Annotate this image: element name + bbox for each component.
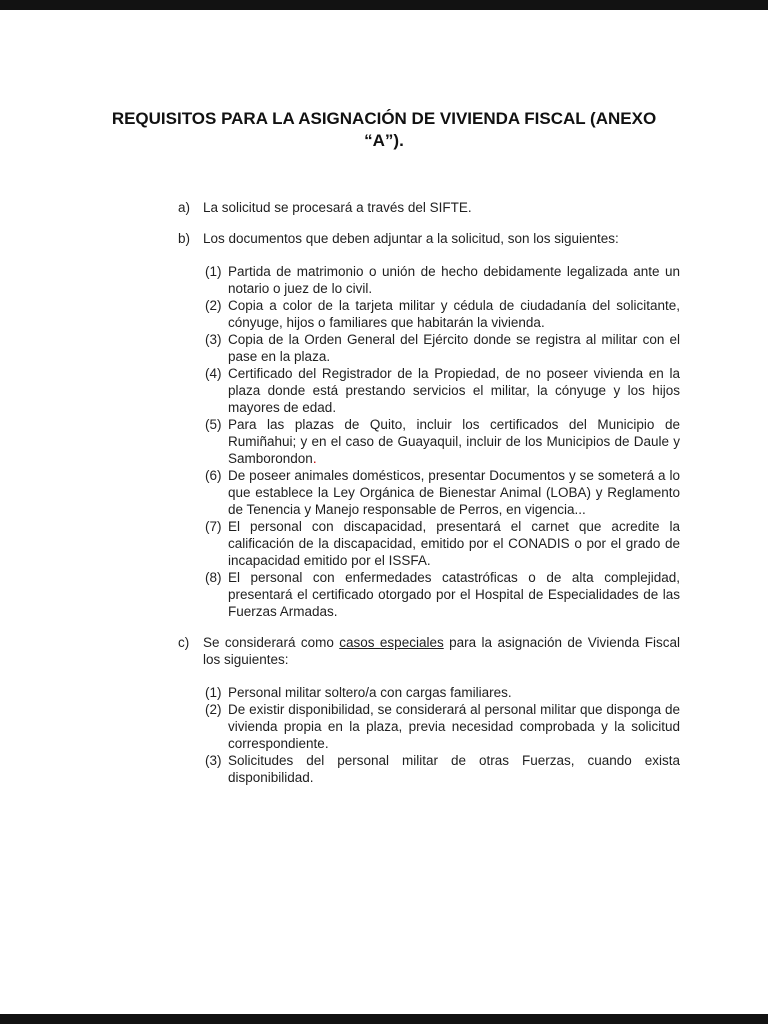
item-text: Partida de matrimonio o unión de hecho debidamente legalizada ante un notario o juez de lo civil. xyxy=(228,264,680,296)
item-label: (8) xyxy=(205,570,222,585)
list-item-c3 xyxy=(205,752,680,786)
section-a-text: La solicitud se procesará a través del SIFTE. xyxy=(203,200,472,215)
item-label: (2) xyxy=(205,702,222,717)
bottom-letterbox-bar xyxy=(0,1014,768,1024)
underlined-phrase: casos especiales xyxy=(339,635,444,650)
item-label: (1) xyxy=(205,264,222,279)
item-text: De existir disponibilidad, se considerará al personal militar que disponga de vivienda propia en la plaza, previa necesidad comprobada y la solicitud correspondiente. xyxy=(228,702,680,751)
item-text: El personal con discapacidad, presentará el carnet que acredite la calificación de la discapacidad, emitido por el CONADIS o por el grado de incapacidad emitido por el ISSFA. xyxy=(228,519,680,568)
section-c-label: c) xyxy=(178,635,190,650)
section-b-label: b) xyxy=(178,231,191,246)
list-item-b3 xyxy=(205,331,680,365)
item-label: (7) xyxy=(205,519,222,534)
item-label: (3) xyxy=(205,753,222,768)
item-label: (3) xyxy=(205,332,222,347)
page-title-line1: REQUISITOS PARA LA ASIGNACIÓN DE VIVIENDA FISCAL (ANEXO xyxy=(111,109,657,128)
section-b-text: Los documentos que deben adjuntar a la solicitud, son los siguientes: xyxy=(203,231,619,246)
list-item-b4 xyxy=(205,365,680,416)
list-item-b6 xyxy=(205,467,680,518)
list-item-b8 xyxy=(205,569,680,620)
red-period: . xyxy=(312,451,317,466)
item-label: (6) xyxy=(205,468,222,483)
list-item-b5 xyxy=(205,416,680,467)
item-text: De poseer animales domésticos, presentar Documentos y se someterá a lo que establece la Ley Orgánica de Bienestar Animal (LOBA) y Reglamento de Tenencia y Manejo responsable de Perros, en vigencia... xyxy=(228,468,680,517)
section-b xyxy=(178,230,680,247)
section-c-text-post: para la asignación de Vivienda Fiscal los siguientes: xyxy=(203,635,680,667)
list-item-b2 xyxy=(205,297,680,331)
section-c-text xyxy=(203,634,680,668)
item-text: Copia a color de la tarjeta militar y cédula de ciudadanía del solicitante, cónyuge, hijos o familiares que habitarán la vivienda. xyxy=(228,298,680,330)
item-text: El personal con enfermedades catastróficas o de alta complejidad, presentará el certificado otorgado por el Hospital de Especialidades de las Fuerzas Armadas. xyxy=(228,570,680,619)
section-a xyxy=(178,199,680,216)
list-item-c1 xyxy=(205,684,680,701)
list-item-b1 xyxy=(205,263,680,297)
list-item-c2 xyxy=(205,701,680,752)
item-text: Copia de la Orden General del Ejército donde se registra al militar con el pase en la plaza. xyxy=(228,332,680,364)
item-label: (1) xyxy=(205,685,222,700)
item-text-main: Para las plazas de Quito, incluir los certificados del Municipio de Rumiñahui; y en el caso de Guayaquil, incluir de los Municipios de Daule y Samborondon xyxy=(228,417,680,466)
section-c-text-pre: Se considerará como xyxy=(203,635,340,650)
item-label: (4) xyxy=(205,366,222,381)
page-title xyxy=(84,108,684,152)
item-text: Personal militar soltero/a con cargas familiares. xyxy=(228,685,512,700)
section-c xyxy=(178,634,680,668)
item-text xyxy=(228,416,680,467)
item-text: Solicitudes del personal militar de otras Fuerzas, cuando exista disponibilidad. xyxy=(228,753,680,785)
item-label: (2) xyxy=(205,298,222,313)
page-title-line2: “A”). xyxy=(364,131,404,150)
section-b-items xyxy=(0,263,768,620)
section-c-items xyxy=(0,684,768,786)
item-label: (5) xyxy=(205,417,222,432)
list-item-b7 xyxy=(205,518,680,569)
item-text: Certificado del Registrador de la Propiedad, de no poseer vivienda en la plaza donde está prestando servicios el militar, la cónyuge y los hijos mayores de edad. xyxy=(228,366,680,415)
section-a-label: a) xyxy=(178,200,191,215)
